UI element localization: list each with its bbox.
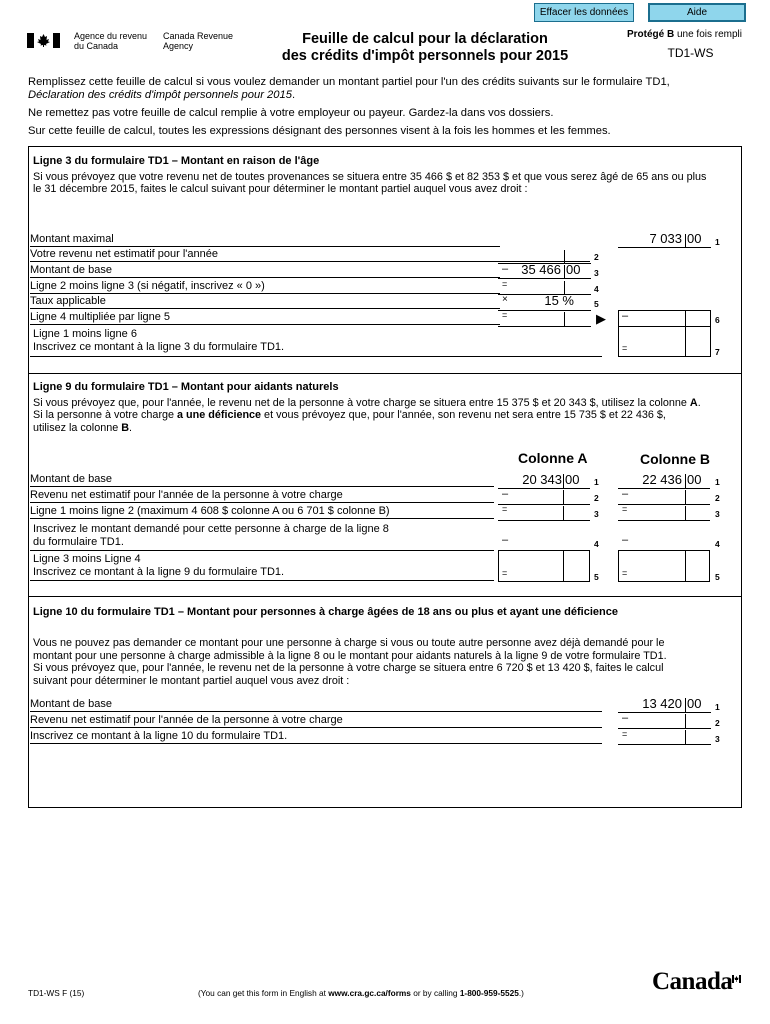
minus-sign: –: [502, 263, 509, 275]
minus-sign: –: [502, 534, 509, 546]
label-base-amount: Montant de base: [30, 697, 602, 712]
label-line1-minus-line2: Ligne 1 moins ligne 2 (maximum 4 608 $ colonne A ou 6 701 $ colonne B): [30, 504, 494, 519]
minus-sign: –: [502, 488, 509, 500]
value-line1-cents: 00: [687, 231, 702, 246]
canada-flag-icon: [27, 33, 60, 48]
col-a-result-box[interactable]: [498, 550, 590, 582]
line-number: 1: [715, 702, 720, 712]
equals-sign: =: [622, 568, 628, 578]
form-id: TD1-WS: [667, 46, 714, 60]
line-number: 1: [715, 237, 720, 247]
equals-sign: =: [502, 568, 508, 578]
minus-sign: –: [622, 488, 629, 500]
s3-line1[interactable]: [618, 712, 711, 713]
col-b-line2[interactable]: [618, 504, 710, 505]
label-line4-times-line5: Ligne 4 multipliée par ligne 5: [30, 310, 500, 325]
line-number: 1: [715, 477, 720, 487]
line-number: 6: [715, 315, 720, 325]
section-dependant-disability-heading: Ligne 10 du formulaire TD1 – Montant pour personnes à charge âgées de 18 ans ou plus et ayant une déficience: [33, 606, 618, 618]
label-line3-minus-line4: Ligne 3 moins Ligne 4 Inscrivez ce montant à la ligne 9 du formulaire TD1.: [33, 553, 285, 578]
col-b-line3[interactable]: [618, 520, 710, 521]
label-requested-amount: Inscrivez le montant demandé pour cette personne à charge de la ligne 8 du formulaire TD1.: [33, 523, 389, 548]
cents-divider: [685, 506, 686, 520]
minus-sign: –: [622, 534, 629, 546]
cents-divider: [563, 490, 564, 504]
line-number: 5: [594, 572, 599, 582]
equals-sign: =: [502, 279, 508, 289]
cents-divider: [685, 234, 686, 248]
field-line1[interactable]: [618, 247, 711, 248]
cents-divider: [564, 312, 565, 326]
line-number: 4: [715, 539, 720, 549]
agency-name-en: Canada Revenue Agency: [163, 31, 234, 51]
line-number: 2: [715, 493, 720, 503]
label-estimated-income: Votre revenu net estimatif pour l'année: [30, 247, 590, 262]
value-line1-dollars: 7 033: [649, 231, 682, 246]
line-number: 4: [594, 539, 599, 549]
row-underline: [30, 550, 494, 551]
cents-divider: [564, 250, 565, 264]
equals-sign: =: [622, 729, 628, 739]
section-divider: [28, 373, 742, 374]
col-b-line1[interactable]: [618, 488, 710, 489]
page-title: Feuille de calcul pour la déclaration des crédits d'impôt personnels pour 2015: [281, 31, 569, 64]
col-a-line2[interactable]: [498, 504, 590, 505]
line-number: 5: [715, 572, 720, 582]
equals-sign: =: [622, 343, 628, 353]
section-dependant-disability-text: Vous ne pouvez pas demander ce montant pour une personne à charge si vous ou toute autre personne avez déjà demandé pour le montant pour une personne à charge admissible à la ligne 8 ou le montant pour aidants naturels à la ligne 9 de votre formulaire TD1. Si vous prévoyez que, pour l'année, le revenu net de la personne à votre charge se situera entre 6 720 $ et 13 420 $, faites le calcul suivant pour déterminer le montant partiel auquel vous avez droit :: [33, 637, 667, 687]
label-base-amount: Montant de base: [30, 472, 494, 487]
english-form-note: (You can get this form in English at www.cra.gc.ca/forms or by calling 1-800-959-5525.): [198, 988, 524, 998]
s3-line1-dollars: 13 420: [642, 696, 682, 711]
protected-label: Protégé B une fois rempli: [626, 29, 742, 40]
minus-sign: –: [622, 712, 629, 724]
line-number: 3: [594, 509, 599, 519]
cents-divider: [563, 474, 564, 488]
cents-divider: [685, 550, 686, 582]
cents-divider: [563, 550, 564, 582]
cents-divider: [564, 265, 565, 279]
label-line2-minus-line3: Ligne 2 moins ligne 3 (si négatif, inscrivez « 0 »): [30, 279, 500, 294]
label-applicable-rate: Taux applicable: [30, 294, 500, 309]
section-divider: [28, 596, 742, 597]
times-sign: ×: [502, 294, 508, 305]
line-number: 5: [594, 299, 599, 309]
canada-wordmark: Canada: [652, 968, 733, 995]
label-base-amount: Montant de base: [30, 263, 500, 278]
s3-line2[interactable]: [618, 728, 711, 729]
field-line6: [618, 326, 711, 327]
line-number: 2: [715, 718, 720, 728]
label-max-amount: Montant maximal: [30, 232, 500, 247]
field-line3[interactable]: [498, 278, 591, 279]
equals-sign: =: [502, 504, 508, 514]
cents-divider: [563, 506, 564, 520]
line-number: 2: [594, 493, 599, 503]
section-age-amount: Ligne 3 du formulaire TD1 – Montant en raison de l'âge Si vous prévoyez que votre revenu net de toutes provenances se situera entre 35 466 $ et 82 353 $ et que vous serez âgé de 65 ans ou plus le 31 décembre 2015, faites le calcul suivant pour déterminer le montant partiel auquel vous avez droit :: [33, 155, 707, 195]
col-b-result-box[interactable]: [618, 550, 710, 582]
agency-name-fr: Agence du revenu du Canada: [74, 31, 148, 51]
line-number: 3: [715, 734, 720, 744]
col-b-line1-dollars: 22 436: [642, 472, 682, 487]
equals-sign: =: [622, 504, 628, 514]
col-a-line1-cents: 00: [565, 472, 580, 487]
line-number: 7: [715, 347, 720, 357]
clear-data-button[interactable]: Effacer les données: [534, 3, 634, 22]
label-enter-line10: Inscrivez ce montant à la ligne 10 du formulaire TD1.: [30, 729, 602, 744]
cents-divider: [685, 310, 686, 357]
col-b-line1-cents: 00: [687, 472, 702, 487]
form-code: TD1-WS F (15): [28, 988, 85, 998]
row-underline: [30, 580, 494, 581]
column-b-header: Colonne B: [640, 451, 710, 467]
label-dependant-income: Revenu net estimatif pour l'année de la personne à votre charge: [30, 713, 602, 728]
cents-divider: [685, 714, 686, 728]
line-number: 3: [715, 509, 720, 519]
arrow-icon: ▶: [596, 311, 606, 326]
cents-divider: [685, 698, 686, 712]
result-box[interactable]: [618, 310, 711, 357]
line-number: 1: [594, 477, 599, 487]
label-dependant-income: Revenu net estimatif pour l'année de la personne à votre charge: [30, 488, 494, 503]
help-button[interactable]: Aide: [648, 3, 746, 22]
col-a-line1[interactable]: [498, 488, 590, 489]
field-line5[interactable]: [498, 310, 591, 311]
s3-line1-cents: 00: [687, 696, 702, 711]
line-number: 2: [594, 252, 599, 262]
cents-divider: [685, 474, 686, 488]
column-a-header: Colonne A: [518, 450, 588, 466]
wordmark-flag-icon: [732, 970, 741, 978]
cents-divider: [685, 730, 686, 744]
label-line1-minus-line6: Ligne 1 moins ligne 6 Inscrivez ce montant à la ligne 3 du formulaire TD1.: [33, 328, 285, 353]
s3-line3[interactable]: [618, 744, 711, 745]
field-line6-calc[interactable]: [498, 326, 591, 327]
col-a-line3[interactable]: [498, 520, 590, 521]
line-number: 3: [594, 268, 599, 278]
equals-sign: =: [502, 310, 508, 320]
value-line3-cents: 00: [566, 262, 581, 277]
col-a-line1-dollars: 20 343: [522, 472, 562, 487]
minus-sign: –: [622, 310, 629, 322]
line-number: 4: [594, 284, 599, 294]
row-underline: [30, 356, 602, 357]
value-line5-rate: 15 %: [544, 293, 574, 308]
intro-text: Remplissez cette feuille de calcul si vous voulez demander un montant partiel pour l'un des crédits suivants sur le formulaire TD1, Déclaration des crédits d'impôt personnels pour 2015. Ne remettez pas votre feuille de calcul remplie à votre employeur ou payeur. Gardez-la dans vos dossiers. Sur cette feuille de calcul, toutes les expressions désignant des personnes visent à la fois les hommes et les femmes.: [28, 76, 670, 137]
cents-divider: [685, 490, 686, 504]
section-caregiver-amount: Ligne 9 du formulaire TD1 – Montant pour aidants naturels Si vous prévoyez que, pour l'année, le revenu net de la personne à votre charge se situera entre 15 375 $ et 20 343 $, utilisez la colonne A. Si la personne à votre charge a une déficience et vous prévoyez que, pour l'année, son revenu net sera entre 15 735 $ et 22 436 $, utilisez la colonne B.: [33, 381, 701, 434]
value-line3-dollars: 35 466: [521, 262, 561, 277]
